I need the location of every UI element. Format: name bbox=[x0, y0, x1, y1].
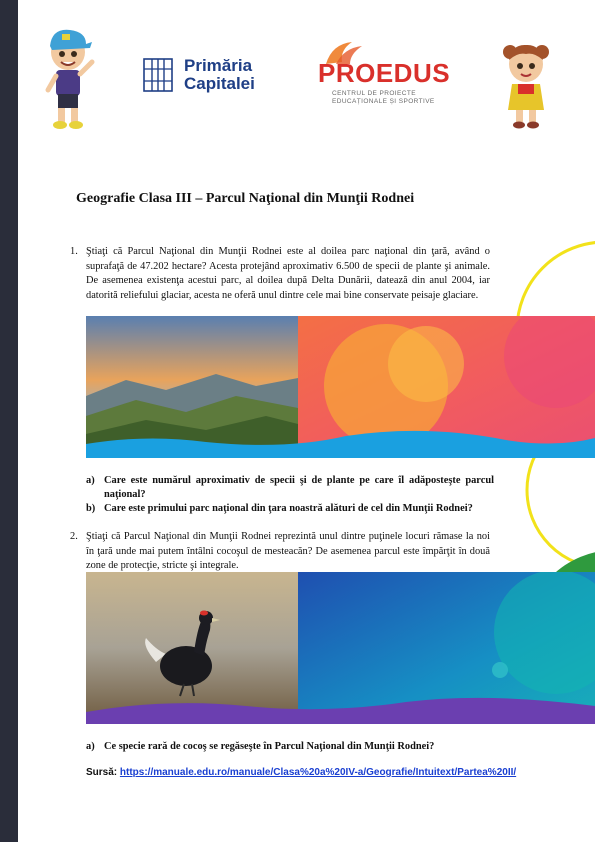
question-number: 2. bbox=[70, 531, 78, 542]
sub-label: a) bbox=[86, 741, 95, 752]
source-label: Sursă: bbox=[86, 767, 120, 778]
question-number: 1. bbox=[70, 246, 78, 257]
boy-mascot-illustration bbox=[40, 22, 96, 130]
proedus-subtitle: CENTRUL DE PROIECTE EDUCAȚIONALE ȘI SPORTIVE bbox=[332, 90, 435, 105]
proedus-logo bbox=[318, 38, 451, 128]
question-1-sub-a bbox=[86, 474, 494, 502]
question-1 bbox=[70, 245, 490, 304]
question-text: Ştiaţi că Parcul Naţional din Munţii Rodnei este al doilea parc naţional din ţară, având o suprafaţă de 47.202 hectare? Acesta protejând aproximativ 6.500 de specii de plante şi animale. De asemenea existenţa acestui parc, al doilea după Delta Dunării, datează din anul 2004, iar datorită reliefului glaciar, acesta ne oferă unul dintre cele mai bine conservate peisaje glaciare. bbox=[86, 246, 490, 302]
sub-text: Care este primului parc naţional din ţara noastră alături de cel din Munţii Rodnei? bbox=[104, 503, 473, 514]
question-text: Ştiaţi că Parcul Naţional din Munţii Rodnei reprezintă unul dintre puţinele locuri rămase la noi în ţară unde mai putem întâlni cocoşul de mesteacăn? De asemenea parcul este împărţit în două zone de protecţie, stricte şi integrale. bbox=[86, 531, 490, 572]
primaria-line-2: Capitalei bbox=[184, 74, 255, 93]
primaria-capitalei-logo bbox=[140, 55, 255, 95]
source-line bbox=[86, 767, 516, 778]
sub-text: Care este numărul aproximativ de specii şi de plante pe care îl adăposteşte parcul naţional? bbox=[104, 475, 494, 500]
page-title: Geografie Clasa III – Parcul Naţional din Munţii Rodnei bbox=[76, 191, 415, 206]
page-header bbox=[0, 0, 595, 140]
sub-text: Ce specie rară de cocoş se regăseşte în Parcul Naţional din Munţii Rodnei? bbox=[104, 741, 435, 752]
source-link[interactable]: https://manuale.edu.ro/manuale/Clasa%20a%20IV-a/Geografie/Intuitext/Partea%20II/ bbox=[119, 767, 517, 778]
capercaillie-banner bbox=[86, 572, 595, 724]
sub-label: b) bbox=[86, 503, 96, 514]
mountains-banner bbox=[86, 316, 595, 458]
question-2 bbox=[70, 530, 490, 574]
question-1-sub-b bbox=[86, 502, 494, 516]
primaria-emblem-icon bbox=[140, 55, 176, 95]
girl-mascot-illustration bbox=[498, 38, 554, 130]
proedus-wordmark: PROEDUS bbox=[318, 58, 451, 88]
primaria-line-1: Primăria bbox=[184, 56, 253, 75]
question-2-sub-a bbox=[86, 740, 494, 754]
sub-label: a) bbox=[86, 475, 95, 486]
